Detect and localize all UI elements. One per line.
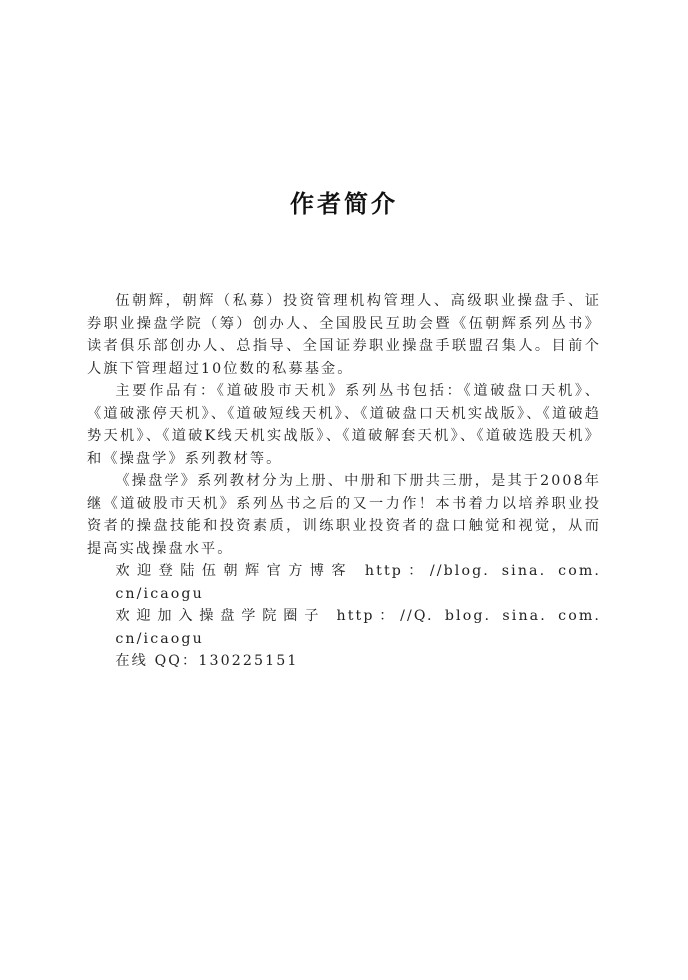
contact-qq: 在线 QQ：130225151 [115, 653, 299, 669]
author-bio [87, 290, 601, 673]
contact-circle: 欢迎加入操盘学院圈子 http：//Q. blog. sina. com. cn/icaogu [115, 608, 601, 647]
bio-paragraph-works: 主要作品有：《道破股市天机》系列丛书包括：《道破盘口天机》、《道破涨停天机》、《道破短线天机》、《道破盘口天机实战版》、《道破趋势天机》、《道破K线天机实战版》、《道破解套天机》、《道破选股天机》和《操盘学》系列教材等。 [87, 383, 601, 467]
bio-paragraph-intro: 伍朝辉，朝辉（私募）投资管理机构管理人、高级职业操盘手、证券职业操盘学院（筹）创办人、全国股民互助会暨《伍朝辉系列丛书》读者俱乐部创办人、总指导、全国证券职业操盘手联盟召集人。目前个人旗下管理超过10位数的私募基金。 [87, 293, 601, 377]
contact-blog: 欢迎登陆伍朝辉官方博客 http：//blog. sina. com. cn/icaogu [115, 563, 601, 602]
bio-paragraph-textbook: 《操盘学》系列教材分为上册、中册和下册共三册，是其于2008年继《道破股市天机》系列丛书之后的又一力作！本书着力以培养职业投资者的操盘技能和投资素质，训练职业投资者的盘口触觉和视觉，从而提高实战操盘水平。 [87, 473, 601, 557]
page-title: 作者简介 [290, 190, 398, 218]
